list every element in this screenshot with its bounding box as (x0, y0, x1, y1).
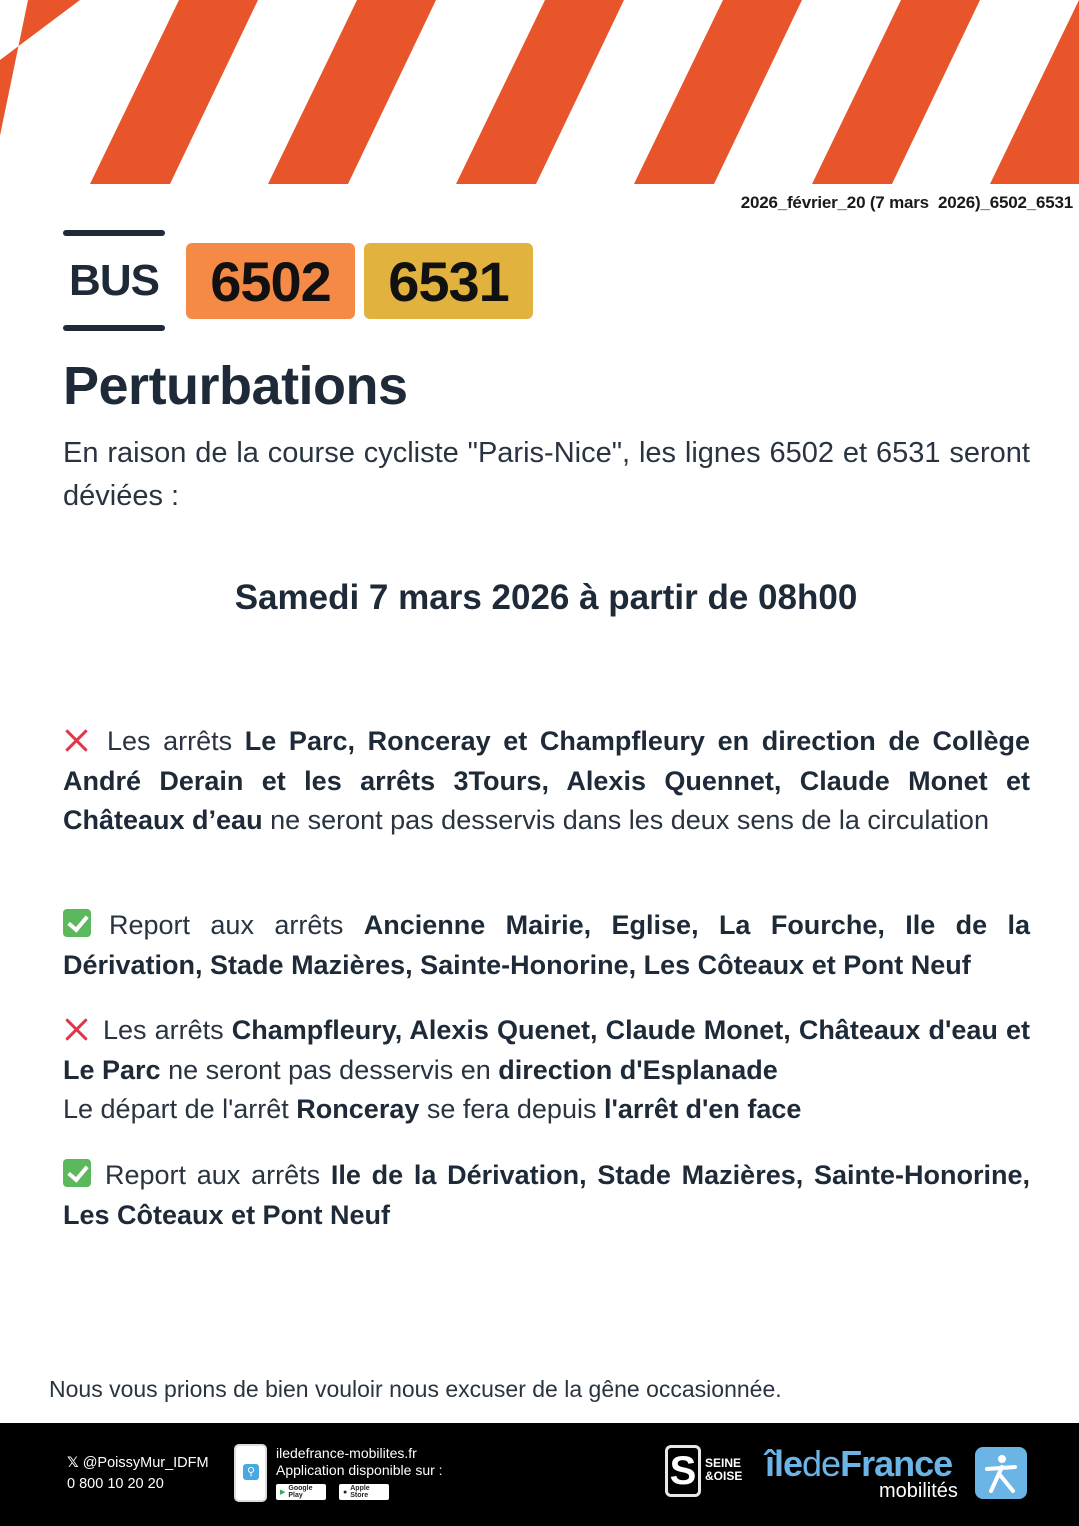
bus-mode-label (63, 230, 165, 332)
smartphone-app-icon (234, 1444, 267, 1502)
s-mark-icon: S (665, 1445, 701, 1497)
item-text: ne seront pas desservis dans les deux sens de la circulation (262, 805, 989, 835)
check-mark-icon (63, 1159, 91, 1187)
brand-ile: île (765, 1443, 803, 1484)
item-direction-bold: direction d'Esplanade (498, 1054, 778, 1085)
cross-mark-icon (63, 727, 89, 753)
brand-de: de (802, 1443, 841, 1484)
walking-person-app-icon: ⚲ (243, 1464, 259, 1480)
google-play-icon: ▶ (280, 1489, 286, 1496)
x-handle: @PoissyMur_IDFM (82, 1455, 209, 1471)
item-text: Les arrêts (103, 1015, 232, 1045)
document-reference: 2026_février_20 (7 mars 2026)_6502_6531 (740, 193, 1073, 212)
store-label: Google Play (288, 1485, 313, 1499)
apology-text: Nous vous prions de bien vouloir nous excuser de la gêne occasionnée. (49, 1376, 782, 1402)
phone-number: 0 800 10 20 20 (67, 1476, 164, 1492)
list-item-replacement-stops-esplanade (63, 1156, 1030, 1235)
google-play-badge[interactable] (276, 1484, 326, 1500)
logo-line: &OISE (705, 1469, 743, 1483)
brand-subtitle: mobilités (879, 1480, 958, 1502)
line-badge-6502: 6502 (186, 243, 355, 319)
bus-label-text: BUS (69, 256, 159, 305)
item-stops-bold: Champfleury, Alexis Quenet, Claude Monet, Châteaux d'eau et Le Parc (63, 1015, 1030, 1085)
item-text: ne seront pas desservis en (160, 1054, 499, 1085)
item-second-line (63, 1090, 1030, 1130)
item-location-bold: l'arrêt d'en face (603, 1094, 802, 1124)
hazard-stripes-banner (0, 0, 1079, 184)
item-line (63, 1011, 1030, 1090)
apple-store-badge[interactable] (339, 1484, 389, 1500)
iledefrance-mobilites-logo (765, 1443, 1030, 1505)
item-stop-bold: Ronceray (296, 1094, 420, 1124)
bus-top-bar (63, 230, 165, 236)
list-item-closed-stops-both-directions (63, 722, 1030, 841)
footer (0, 1423, 1079, 1526)
item-text: Report aux arrêts (109, 910, 364, 940)
line-badge-6531: 6531 (364, 243, 533, 319)
cross-mark-icon (63, 1016, 89, 1042)
seine-oise-logo (665, 1445, 743, 1501)
list-item-replacement-stops (63, 906, 1030, 985)
walking-person-glyph (975, 1447, 1027, 1499)
brand-wordmark (765, 1443, 952, 1485)
seine-oise-text (705, 1457, 742, 1483)
page-title: Perturbations (63, 356, 408, 416)
x-account[interactable] (67, 1453, 209, 1474)
item-text: se fera depuis (419, 1094, 604, 1124)
brand-france: France (840, 1443, 953, 1484)
website-link[interactable]: iledefrance-mobilites.fr (276, 1445, 417, 1461)
store-label: Apple Store (350, 1485, 370, 1499)
diagonal-stripes-graphic (0, 0, 1079, 184)
x-logo-icon: 𝕏 (67, 1455, 79, 1471)
website-info (276, 1445, 443, 1479)
check-mark-icon (63, 909, 91, 937)
bus-bottom-bar (63, 325, 165, 331)
app-availability-text: Application disponible sur : (276, 1462, 443, 1478)
item-stops-bold: Ile de la Dérivation, Stade Mazières, Sainte-Honorine, Les Côteaux et Pont Neuf (63, 1160, 1030, 1230)
walking-person-icon (975, 1447, 1027, 1499)
list-item-closed-stops-esplanade (63, 1011, 1030, 1130)
date-heading: Samedi 7 mars 2026 à partir de 08h00 (234, 578, 858, 617)
item-text: Report aux arrêts (105, 1160, 331, 1190)
item-text: Le départ de l'arrêt (63, 1094, 297, 1124)
item-text: Les arrêts (107, 726, 245, 756)
item-stops-bold: Ancienne Mairie, Eglise, La Fourche, Ile de la Dérivation, Stade Mazières, Sainte-Honorine, Les Côteaux et Pont Neuf (63, 910, 1030, 980)
intro-text: En raison de la course cycliste "Paris-Nice", les lignes 6502 et 6531 seront déviées : (63, 437, 1030, 512)
item-stops-bold: Le Parc, Ronceray et Champfleury en direction de Collège André Derain et les arrêts 3Tours, Alexis Quennet, Claude Monet et Châteaux d’eau (63, 726, 1030, 835)
apple-icon: ● (343, 1488, 348, 1496)
contact-info (67, 1453, 209, 1495)
logo-line: SEINE (705, 1456, 742, 1470)
